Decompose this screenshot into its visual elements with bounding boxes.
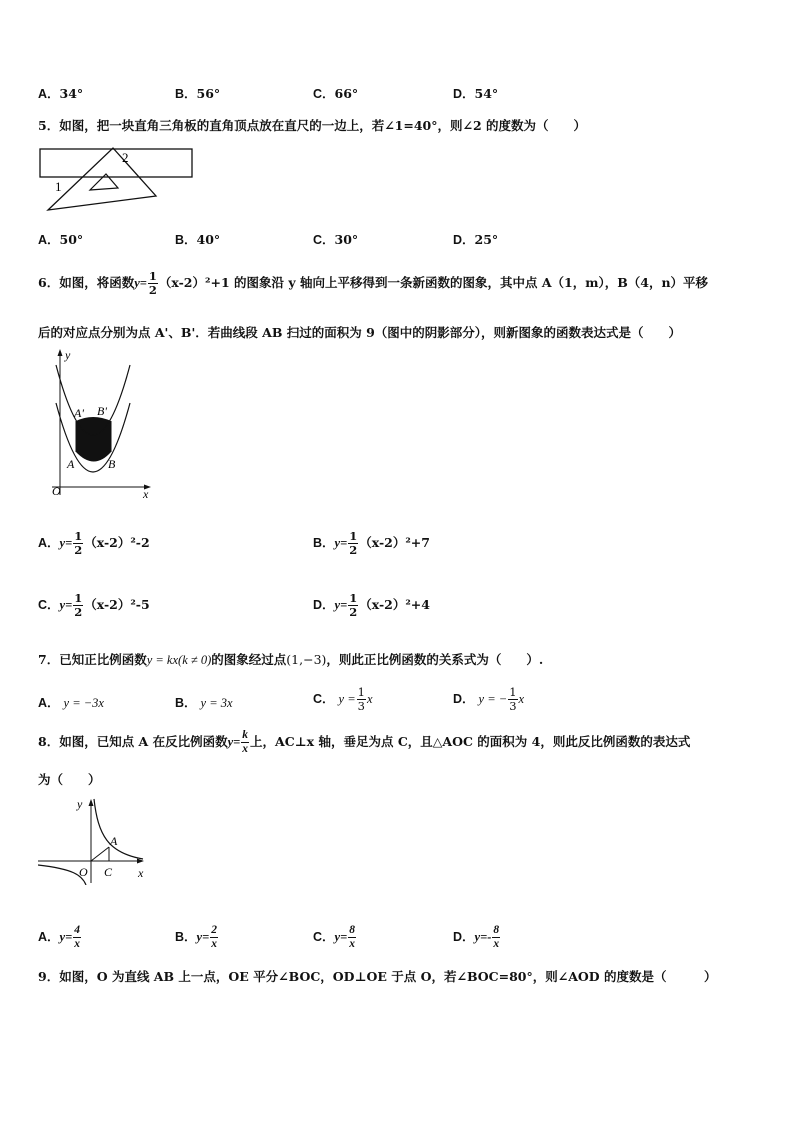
y-arrow [58, 349, 63, 356]
option-prefix: y= [196, 930, 210, 944]
q9-stem: 9．如图，O 为直线 AB 上一点，OE 平分∠BOC，OD⊥OE 于点 O，若∠BOC=80°，则∠AOD 的度数是（ ） [38, 969, 717, 984]
q6-stem-start: 6．如图，将函数 [38, 275, 135, 290]
option-value: y = 3x [200, 696, 233, 710]
fraction-numerator: 1 [148, 269, 157, 283]
q8-figure [38, 795, 153, 885]
q8-stem-line1 [38, 729, 690, 756]
origin-label: O [79, 865, 88, 879]
option-y-eq: y= [334, 536, 348, 550]
option-tail: （x-2）²+4 [359, 597, 430, 612]
option-prefix: y= [334, 930, 348, 944]
q5-option-c [313, 230, 358, 248]
option-label: C． [313, 233, 335, 247]
fraction-numerator: 1 [349, 529, 358, 543]
q4-option-a [38, 84, 83, 102]
fraction-numerator: k [242, 729, 249, 741]
fraction-denominator: 2 [74, 605, 83, 619]
y-axis-label: y [65, 348, 71, 362]
option-fraction [73, 592, 83, 619]
option-label: B． [175, 233, 197, 247]
option-value: 25° [474, 232, 499, 247]
q6-option-d [313, 592, 430, 619]
fraction-numerator: 1 [74, 591, 83, 605]
option-y-eq: y= [59, 598, 73, 612]
option-tail: （x-2）²-5 [84, 597, 150, 612]
option-y-eq: y= [59, 536, 73, 550]
fraction-denominator: x [493, 938, 500, 950]
point-c-label: C [104, 865, 113, 879]
q8-option-b [175, 924, 219, 951]
q6-stem-rest: （x-2）²+1 的图象沿 y 轴向上平移得到一条新函数的图象，其中点 A（1，m），B（4，n）平移 [158, 275, 709, 290]
option-label: A． [38, 233, 60, 247]
q5-stem: 5．如图，把一块直角三角板的直角顶点放在直尺的一边上，若∠1=40°，则∠2 的度数为（ ） [38, 118, 587, 133]
option-fraction [210, 924, 218, 951]
option-value: 40° [196, 232, 221, 247]
q7-expression: y = kx(k ≠ 0) [146, 653, 212, 667]
q7-option-d [453, 686, 524, 713]
segment-oa [91, 847, 109, 861]
point-a-label: A [110, 834, 118, 848]
fraction-denominator: 2 [349, 605, 358, 619]
q7-stem-start: 7．已知正比例函数 [38, 652, 147, 667]
option-prefix: y = − [478, 692, 508, 706]
option-fraction [73, 530, 83, 557]
q4-option-c [313, 84, 358, 102]
option-fraction [348, 924, 356, 951]
fraction-denominator: 2 [74, 543, 83, 557]
fraction-numerator: 1 [357, 685, 365, 699]
fraction-denominator: x [242, 743, 249, 755]
q5-option-b [175, 230, 220, 248]
option-fraction [492, 924, 500, 951]
option-y-eq: y= [334, 598, 348, 612]
angle-1-label: 1 [55, 179, 62, 194]
fraction-numerator: 1 [74, 529, 83, 543]
fraction-denominator: 3 [509, 699, 517, 713]
option-label: C． [313, 930, 335, 944]
point-b1-label: B' [97, 404, 107, 418]
option-value: 66° [334, 86, 359, 101]
shaded-region [76, 417, 111, 462]
q8-option-c [313, 924, 357, 951]
q8-stem-start: 8．如图，已知点 A 在反比例函数 [38, 734, 228, 749]
option-fraction [348, 592, 358, 619]
y-arrow [89, 799, 94, 806]
option-tail: （x-2）²-2 [84, 535, 150, 550]
option-label: D． [453, 930, 475, 944]
q6-fraction [148, 270, 158, 297]
option-label: D． [453, 233, 475, 247]
option-fraction [348, 530, 358, 557]
option-label: B． [175, 696, 197, 710]
point-a1-label: A' [74, 406, 84, 420]
fraction-numerator: 1 [349, 591, 358, 605]
option-label: A． [38, 536, 60, 550]
option-fraction [508, 686, 517, 713]
q6-option-c [38, 592, 150, 619]
option-label: D． [453, 692, 475, 706]
origin-label: O [52, 484, 61, 498]
q6-stem-line1 [38, 270, 708, 297]
q6-figure [38, 345, 158, 500]
q5-option-d [453, 230, 498, 248]
option-tail: （x-2）²+7 [359, 535, 430, 550]
fraction-numerator: 4 [74, 924, 80, 936]
option-label: B． [175, 930, 197, 944]
fraction-numerator: 8 [493, 924, 500, 936]
option-suffix: x [366, 692, 373, 706]
point-b-label: B [108, 457, 116, 471]
set-square [48, 148, 156, 210]
x-axis-label: x [143, 487, 149, 500]
option-fraction [357, 686, 366, 713]
option-value: 30° [334, 232, 359, 247]
fraction-denominator: x [349, 938, 355, 950]
option-label: A． [38, 930, 60, 944]
option-prefix: y= [59, 930, 73, 944]
option-label: D． [453, 87, 475, 101]
q4-option-d [453, 84, 498, 102]
q7-option-c [313, 686, 373, 713]
option-fraction [73, 924, 81, 951]
q8-option-a [38, 924, 82, 951]
q7-stem-mid: 的图象经过点 [211, 652, 287, 667]
ruler [40, 149, 192, 177]
option-value: 56° [196, 86, 221, 101]
q5-figure [38, 144, 198, 214]
option-label: C． [313, 87, 335, 101]
option-suffix: x [518, 692, 525, 706]
q6-y-eq: y= [134, 276, 147, 290]
q6-stem-line2: 后的对应点分别为点 A'、B'．若曲线段 AB 扫过的面积为 9（图中的阴影部分），则新图象的函数表达式是（ ） [38, 325, 682, 340]
option-label: B． [175, 87, 197, 101]
q7-point: (1,−3) [286, 652, 327, 667]
fraction-denominator: x [211, 938, 217, 950]
q7-option-a [38, 693, 104, 711]
fraction-numerator: 2 [211, 924, 217, 936]
option-prefix: y=- [474, 930, 492, 944]
option-label: A． [38, 696, 60, 710]
q6-option-b [313, 530, 430, 557]
option-prefix: y = [338, 692, 356, 706]
q8-stem-line2: 为（ ） [38, 772, 101, 787]
q8-fraction [241, 729, 249, 756]
option-value: 34° [59, 86, 84, 101]
q7-stem [38, 650, 543, 668]
option-label: D． [313, 598, 335, 612]
q5-option-a [38, 230, 83, 248]
y-axis-label: y [77, 797, 83, 811]
x-axis-label: x [138, 866, 144, 880]
option-label: C． [313, 692, 335, 706]
q6-option-a [38, 530, 150, 557]
angle-2-label: 2 [122, 150, 129, 165]
point-a-label: A [67, 457, 75, 471]
fraction-denominator: 3 [357, 699, 365, 713]
q7-stem-end: ，则此正比例函数的关系式为（ ）. [326, 652, 544, 667]
q8-option-d [453, 924, 501, 951]
option-value: 54° [474, 86, 499, 101]
fraction-numerator: 8 [349, 924, 355, 936]
option-label: C． [38, 598, 60, 612]
fraction-denominator: x [74, 938, 80, 950]
option-value: 50° [59, 232, 84, 247]
option-label: B． [313, 536, 335, 550]
option-value: y = −3x [63, 696, 104, 710]
hyperbola-branch-1 [94, 799, 143, 859]
q4-option-b [175, 84, 220, 102]
fraction-denominator: 2 [349, 543, 358, 557]
fraction-denominator: 2 [148, 283, 157, 297]
option-label: A． [38, 87, 60, 101]
q7-option-b [175, 693, 233, 711]
q8-y-eq: y= [227, 735, 241, 749]
fraction-numerator: 1 [509, 685, 517, 699]
q8-stem-rest: 上，AC⊥x 轴，垂足为点 C，且△AOC 的面积为 4，则此反比例函数的表达式 [250, 734, 691, 749]
